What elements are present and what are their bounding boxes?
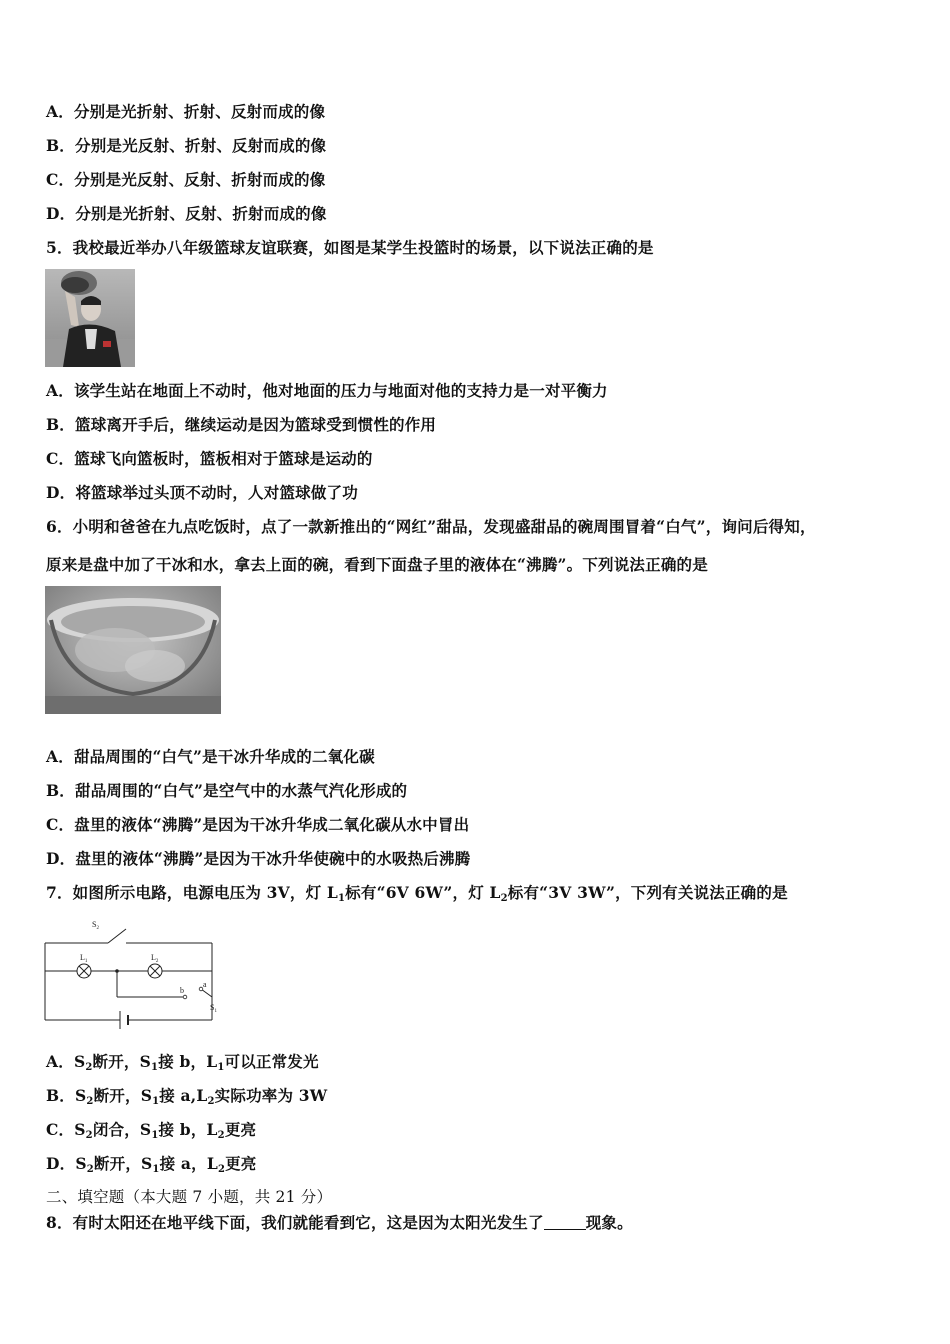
q5-option-c: C．篮球飞向篮板时，篮板相对于篮球是运动的 (46, 449, 373, 468)
answer-blank[interactable] (544, 1215, 586, 1230)
q5-option-a: A．该学生站在地面上不动时，他对地面的压力与地面对他的支持力是一对平衡力 (46, 381, 608, 400)
q4-option-c: C．分别是光反射、反射、折射而成的像 (46, 170, 326, 189)
q6-option-d: D．盘里的液体“沸腾”是因为干冰升华使碗中的水吸热后沸腾 (46, 849, 471, 868)
q6-stem-line1: 6．小明和爸爸在九点吃饭时，点了一款新推出的“网红”甜品，发现盛甜品的碗周围冒着“白气”，询问后得知， (46, 517, 816, 536)
q6-option-b: B．甜品周围的“白气”是空气中的水蒸气汽化形成的 (46, 781, 408, 800)
circuit-diagram (40, 915, 230, 1037)
q7-option-a: A．$S_2$断开，$S_1$接 b，$L_1$可以正常发光 (46, 1052, 319, 1073)
q5-stem: 5．我校最近举办八年级篮球友谊联赛，如图是某学生投篮时的场景，以下说法正确的是 (46, 238, 654, 257)
q5-option-b: B．篮球离开手后，继续运动是因为篮球受到惯性的作用 (46, 415, 437, 434)
q4-option-b: B．分别是光反射、折射、反射而成的像 (46, 136, 327, 155)
label-b: b (180, 986, 184, 995)
q6-option-c: C．盘里的液体“沸腾”是因为干冰升华成二氧化碳从水中冒出 (46, 815, 470, 834)
label-l1: $L_1$ (80, 953, 88, 964)
q7-option-d: D．$S_2$断开，$S_1$接 a，$L_2$更亮 (46, 1154, 257, 1175)
q4-option-d: D．分别是光折射、反射、折射而成的像 (46, 204, 327, 223)
q8-stem: 8．有时太阳还在地平线下面，我们就能看到它，这是因为太阳光发生了 现象。 (46, 1213, 633, 1232)
dessert-bowl-photo (45, 586, 221, 714)
q7-option-b: B．$S_2$断开，$S_1$接 $a,L_2$实际功率为 3W (46, 1086, 328, 1107)
q4-option-a: A．分别是光折射、折射、反射而成的像 (46, 102, 326, 121)
q6-stem-line2: 原来是盘中加了干冰和水，拿去上面的碗，看到下面盘子里的液体在“沸腾”。下列说法正确的是 (46, 555, 708, 574)
label-l2: $L_2$ (151, 953, 159, 964)
label-s2: $S_2$ (92, 920, 99, 931)
basketball-player-photo (45, 269, 135, 367)
q7-stem: 7．如图所示电路，电源电压为 3V，灯 $L_1$标有“6V 6W”，灯 $L_2$标有“3V 3W”，下列有关说法正确的是 (46, 883, 788, 904)
q5-option-d: D．将篮球举过头顶不动时，人对篮球做了功 (46, 483, 358, 502)
label-a: a (203, 980, 207, 989)
section-heading: 二、填空题（本大题 7 小题，共 21 分） (46, 1188, 333, 1206)
q7-option-c: C．$S_2$闭合，$S_1$接 b，$L_2$更亮 (46, 1120, 257, 1141)
q6-option-a: A．甜品周围的“白气”是干冰升华成的二氧化碳 (46, 747, 375, 766)
label-s1: $S_1$ (210, 1003, 217, 1014)
